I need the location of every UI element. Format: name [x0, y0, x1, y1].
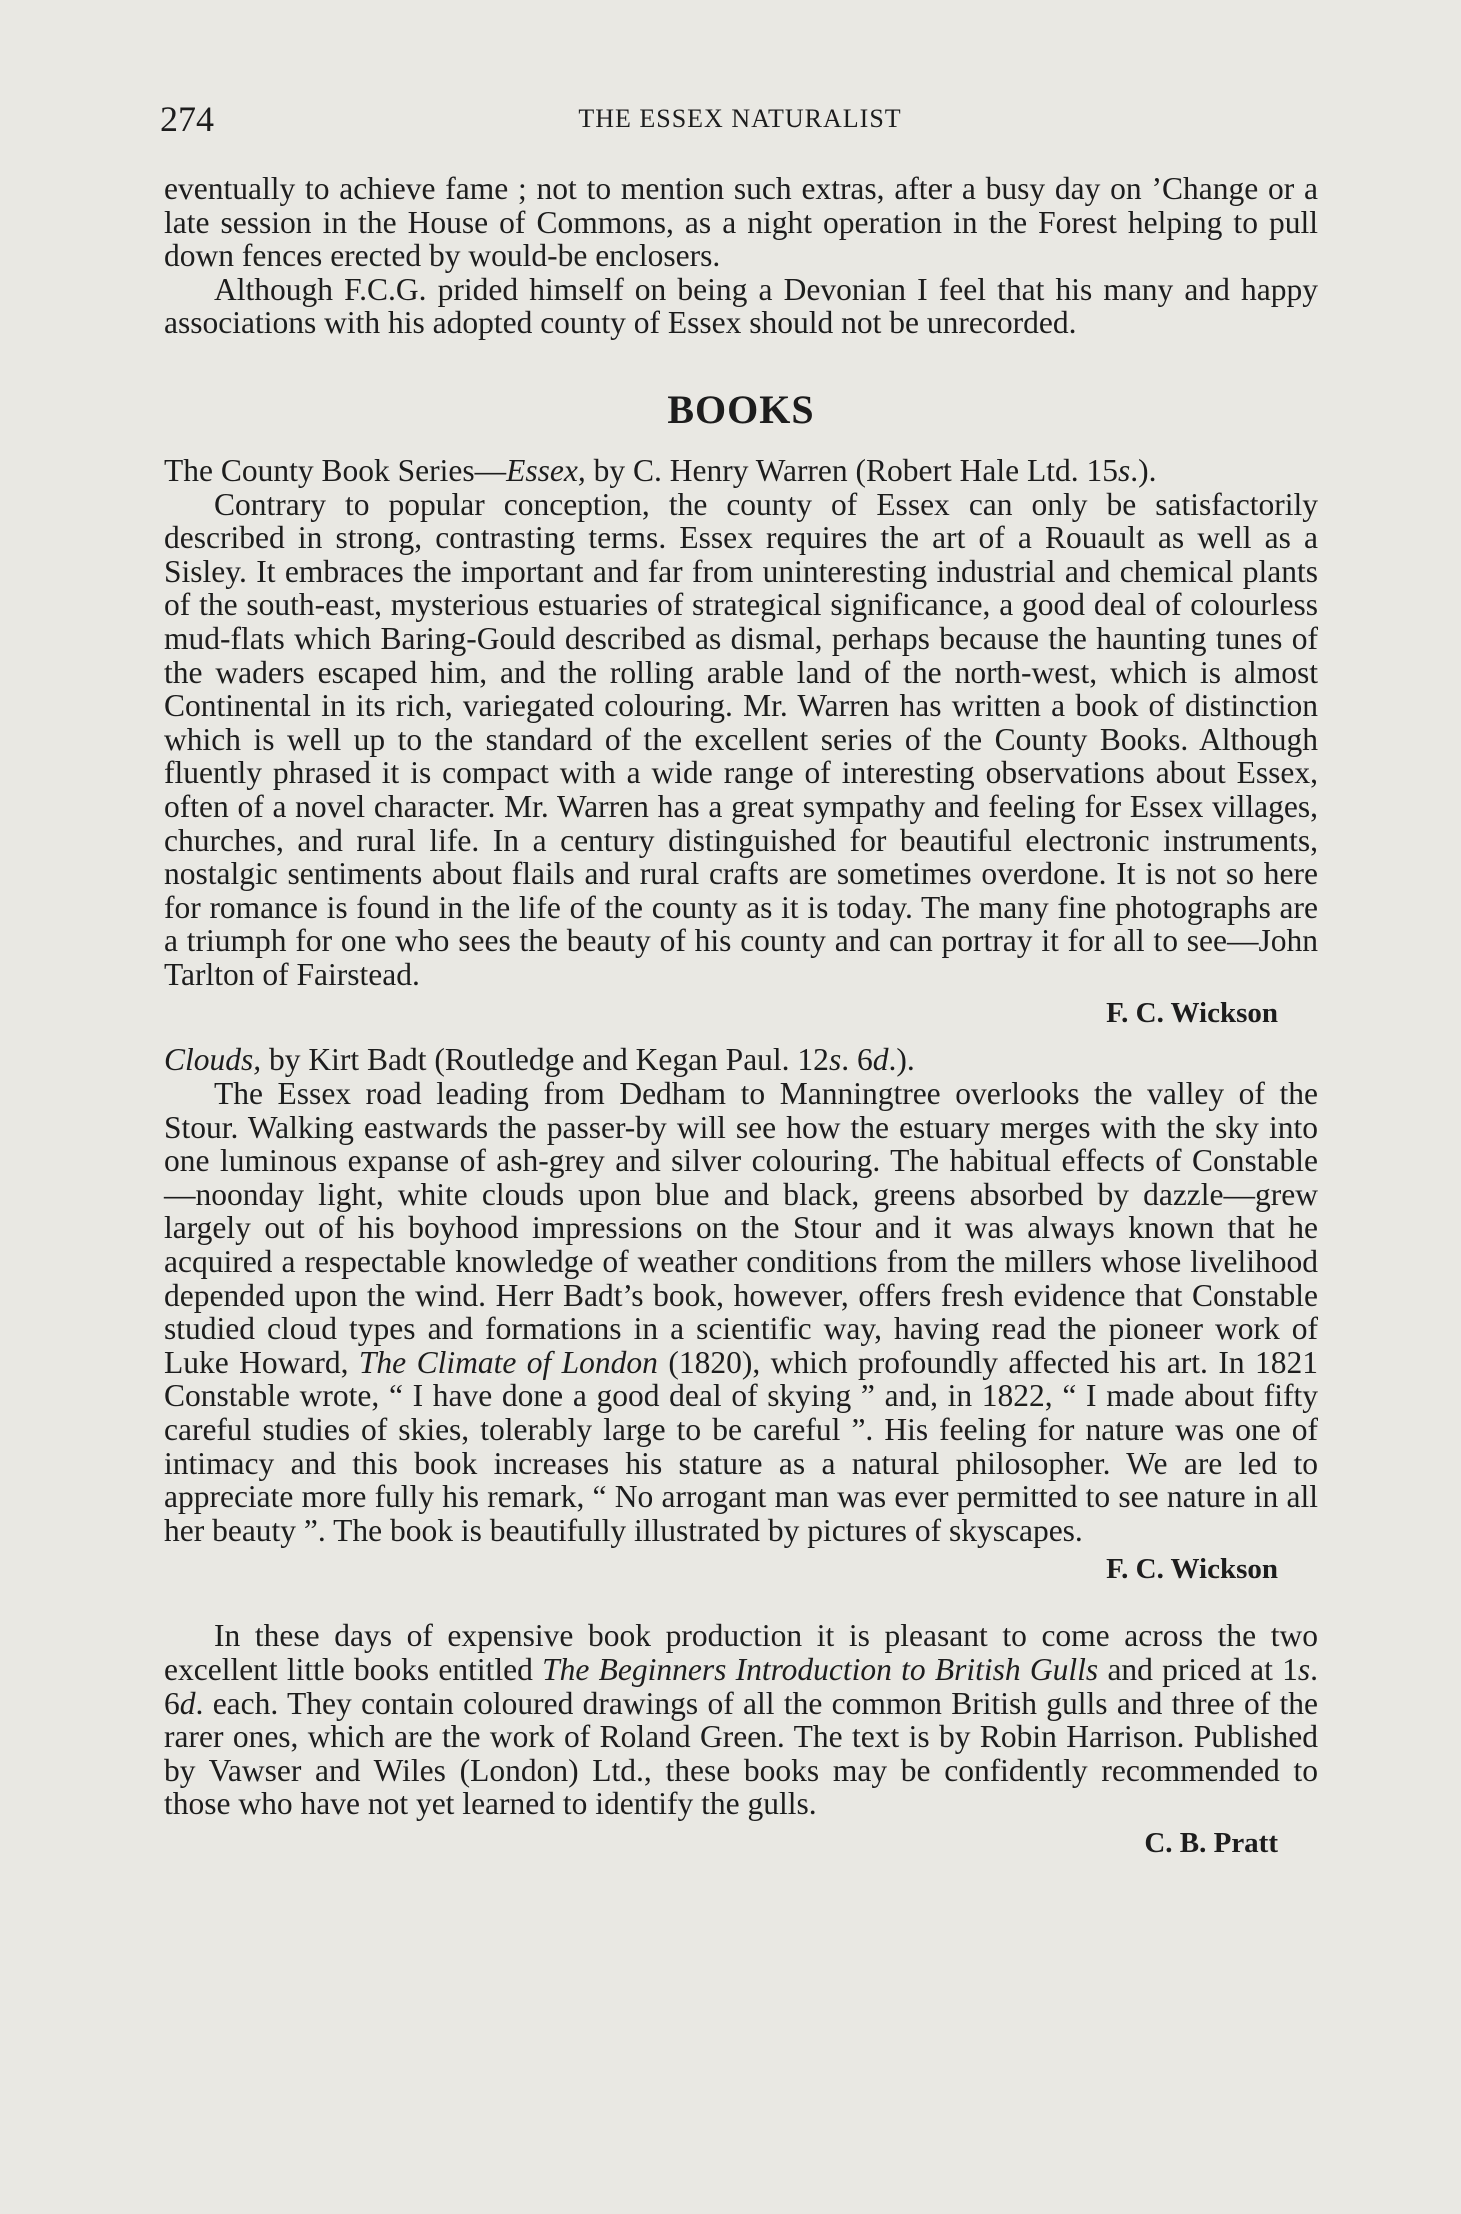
book-citation: Clouds, by Kirt Badt (Routledge and Kegan Paul. 12s. 6d.).	[164, 1042, 915, 1078]
review-text: Contrary to popular conception, the county of Essex can only be satisfactorily described in strong, contrasting terms. Essex requires the art of a Rouault as well as a Sisley. It embraces the important and far from uninteresting industrial and chemical plants of the south-east, mysterious estuaries of strategical significance, a good deal of colourless mud-flats which Baring-Gould described as dismal, perhaps because the haunting tunes of the waders escaped him, and the rolling arable land of the north-west, which is almost Continental in its rich, variegated colouring. Mr. Warren has written a book of distinction which is well up to the standard of the excellent series of the County Books. Although fluently phrased it is compact with a wide range of interesting observations about Essex, often of a novel character. Mr. Warren has a great sympathy and feeling for Essex villages, churches, and rural life. In a century distinguished for beautiful electronic instruments, nostalgic sentiments about flails and rural crafts are sometimes overdone. It is not so here for romance is found in the life of the county as it is today. The many fine photographs are a triumph for one who sees the beauty of his county and can portray it for all to see—John Tarlton of Fairstead.	[164, 486, 1318, 992]
running-title: THE ESSEX NATURALIST	[578, 104, 902, 133]
page-number: 274	[160, 99, 214, 139]
section-heading: BOOKS	[667, 386, 815, 432]
reviewer-signature: F. C. Wickson	[1106, 1553, 1278, 1586]
continuation-paragraph: eventually to achieve fame ; not to mention such extras, after a busy day on ’Change or a late session in the House of Commons, as a night operation in the Forest helping to pull down fences erected by would-be enclosers.	[164, 171, 1318, 274]
review-text: In these days of expensive book production it is pleasant to come across the two excellent little books entitled The Beginners Introduction to British Gulls and priced at 1s. 6d. each. They contain coloured drawings of all the common British gulls and three of the rarer ones, which are the work of Roland Green. The text is by Robin Harrison. Published by Vawser and Wiles (London) Ltd., these books may be confidently recommended to those who have not yet learned to identify the gulls.	[164, 1618, 1318, 1822]
spacer	[164, 1599, 1318, 1619]
review-text: The Essex road leading from Dedham to Manningtree overlooks the valley of the Stour. Walking eastwards the passer-by will see how the estuary merges with the sky into one luminous expanse of ash-grey and silver colouring. The habitual effects of Constable—noonday light, white clouds upon blue and black, greens absorbed by dazzle—grew largely out of his boyhood impressions on the Stour and it was always known that he acquired a respectable knowledge of weather conditions from the millers whose livelihood depended upon the wind. Herr Badt’s book, however, offers fresh evidence that Constable studied cloud types and formations in a scientific way, having read the pioneer work of Luke Howard, The Climate of London (1820), which profoundly affected his art. In 1821 Constable wrote, “ I have done a good deal of skying ” and, in 1822, “ I made about fifty careful studies of skies, tolerably large to be careful ”. His feeling for nature was one of intimacy and this book increases his stature as a natural philosopher. We are led to appreciate more fully his remark, “ No arrogant man was ever permitted to see nature in all her beauty ”. The book is beautifully illustrated by pictures of skyscapes.	[164, 1076, 1318, 1548]
reviewer-signature: C. B. Pratt	[1144, 1826, 1278, 1859]
reviewer-signature: F. C. Wickson	[1106, 997, 1278, 1030]
page-header	[160, 98, 1320, 142]
continuation-paragraph: Although F.C.G. prided himself on being a Devonian I feel that his many and happy associations with his adopted county of Essex should not be unrecorded.	[164, 271, 1318, 341]
page-body	[164, 172, 1318, 1873]
book-citation: The County Book Series—Essex, by C. Henry Warren (Robert Hale Ltd. 15s.).	[164, 452, 1157, 488]
